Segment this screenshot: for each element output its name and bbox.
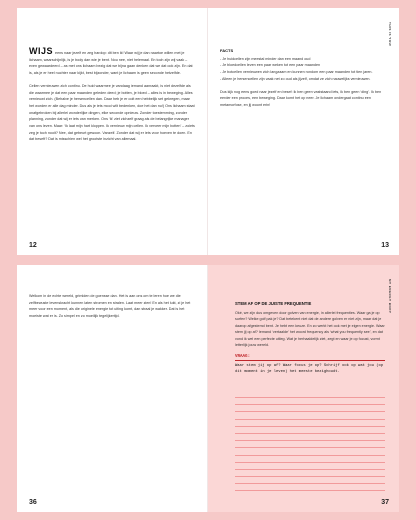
writing-line [235, 397, 385, 398]
writing-line [235, 490, 385, 491]
writing-line [235, 419, 385, 420]
exercise-block [235, 301, 385, 375]
side-label: THIS IS YOU! [388, 22, 392, 47]
exercise-title: STEM AF OP DE JUISTE FREQUENTIE [235, 301, 312, 306]
page-13 [208, 8, 399, 255]
writing-line [235, 462, 385, 463]
paragraph-2: Cellen vernieuwen zich continu. De huid waarmee je vandaag iemand aanraakt, is niet dezelfde als die waarmee je dat een paar maanden geleden deed; je botten, je bloed – alles is in beweging. Alles vernieuwt zich. (Behalve je hersencellen dan. Daar heb je er ooit een hebbelijk set gekregen, maar het worden er alle dag minder. Dus als je iets mooi wilt bedenken, doe het dan nu!) Ons lichaam staat onafgebroken bij allerlei wonderlijke dingen, elke seconde opnieuw. Zonder toestemming, zonder planning, zonder dat wij er iets van merken. Ons ‘ik’ ziet zichzelf graag als de belangrijke manager van ons leven. Maar: ‘Ik laat mijn hart kloppen. Ik vernieuw mijn cellen. Ik verveer mijn botten’ – zoiets zeg je toch nooit? Nee, dat gebeurt gewoon. Vanzelf. Zonder dat wij er iets voor hoeven te doen. En dat beseft? Dat is misschien wel het grootste inzicht van allemaal. [29, 83, 195, 142]
fact-item: - Je huidcellen zijn meestal minder dan een maand oud [220, 56, 311, 61]
writing-line [235, 447, 385, 448]
writing-line [235, 455, 385, 456]
page-37 [208, 265, 399, 512]
writing-line [235, 440, 385, 441]
writing-line [235, 483, 385, 484]
writing-line [235, 469, 385, 470]
closing-paragraph: Dus kijk nog eens goed naar jezelf en besef: ik ben geen vaststaand iets, ik ben geen ‘ding’. Ik ben eerder een proces, een beweging. Daar komt het op neer. Je lichaam ondergaat continu een metamorfose, en jij woont erin! [220, 89, 382, 107]
writing-lines[interactable] [235, 397, 385, 498]
spread-pages-36-37 [17, 265, 399, 512]
page-number: 13 [381, 242, 389, 249]
page-36 [17, 265, 208, 512]
fact-item: - Je botcellen vernieuwen zich langzaam en kunnen rondom een paar maanden tot tien jaren. [220, 70, 373, 75]
page-36-body [29, 293, 195, 326]
paragraph-1: Welkom in de echte wereld, grimlden de goensse dan. Het is aan ons om te leren hoe we die zelfbewuste levenskracht kunnen laten stromen en stralen. Laat meer zien! En als het lukt, zi je het meer voor een moment, als die originele energie tot uiting komt, dan straal je wakker. Dat is het moeiste wat er is. Zo simpel en zo moeilijk tegelijkertijd. [29, 294, 191, 319]
fact-item: - Je bloedcellen leven een paar weken tot een paar maanden [220, 63, 321, 68]
exercise-body: Oké, we zijn dus omgeven door golven van energie, in allerlei frequenties. Waar ga je op surfen? Welke golf pak je? Dat betekent niet dat de andere golven er niet zijn, maar dat je daarop afgestemd bent. Je hebt een keuze. En zo werkt het ook met je eigen energie. Waar stem jij op af? Iemand ‘vertaalde’ het woord frequency als ‘what you frequently see’, en dat vond ik wel een perfecte uitleg. Wat je herhaaldelijk ziet, zegt en waar je op focust, vormt letterlijk jouw wereld. [235, 310, 385, 347]
fact-item: - Alleen je hersencellen zijn vaak net zo oud als jijzelf, omdat ze zich nauwelijks vernieuwen. [220, 76, 371, 81]
writing-line [235, 411, 385, 412]
side-label: MY ENERGY BODY [388, 279, 392, 314]
facts-block [220, 48, 385, 109]
page-number: 12 [29, 242, 37, 249]
question-label: VRAAG: [235, 354, 251, 359]
facts-list [220, 56, 385, 83]
question-divider [235, 360, 385, 361]
facts-title: FACTS [220, 48, 234, 53]
question-text: Waar stem jij op af? Waar focus je op? Schrijf ook op wat jou (op dit moment in je leven) het meeste bezighoudt. [235, 364, 384, 375]
spread-pages-12-13 [17, 8, 399, 255]
writing-line [235, 433, 385, 434]
writing-line [235, 476, 385, 477]
page-number: 37 [381, 499, 389, 506]
page-12-body [29, 48, 195, 149]
paragraph-1-text: eens naar jezelf en zeg hardop: dit ben ik! Waar wij je dan naartoe willen met je lichaam, waarschijnlijk, is je body dan wie je bent. Nou nee, niet helemaal. En toch zijn wij vaak – even gewaardeerd – as met ons lichaam bezig dat we bijna gaan denken dat we dat ook zijn. En dat is, als je er heel nuchter naar kijkt, best bijzonder, want je lichaam is geen seconde hetzelfde. [29, 51, 193, 76]
page-number: 36 [29, 499, 37, 506]
writing-line [235, 404, 385, 405]
drop-word: WIJS [29, 46, 54, 56]
paragraph-1 [29, 48, 195, 77]
page-12 [17, 8, 208, 255]
writing-line [235, 426, 385, 427]
